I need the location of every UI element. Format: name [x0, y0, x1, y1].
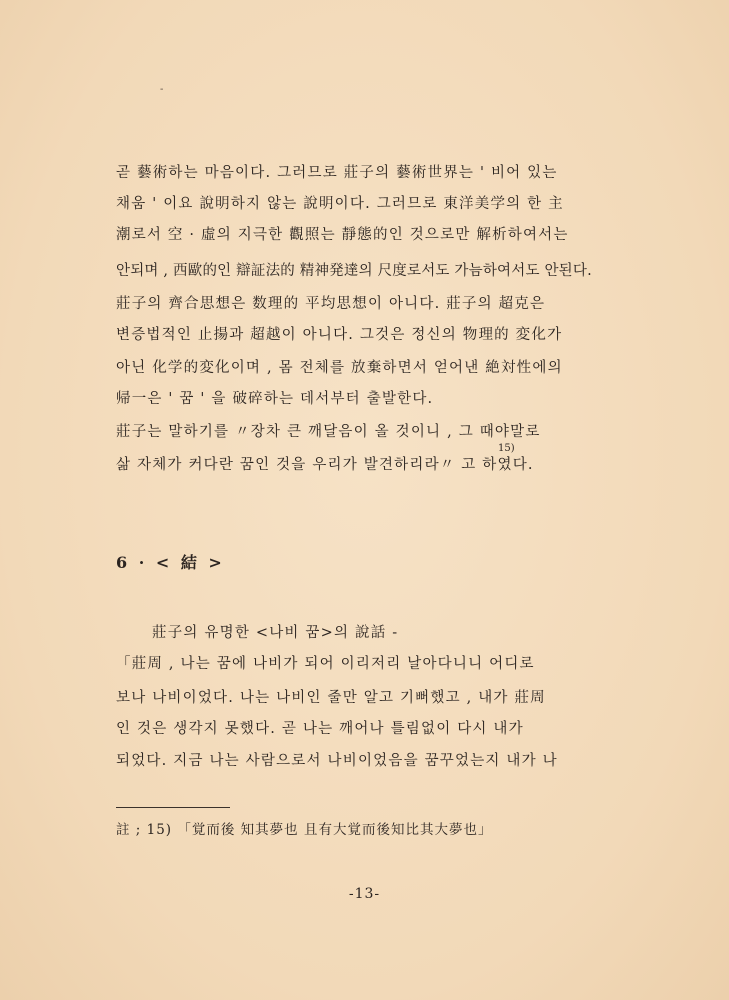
body-line: 채움 ' 이요 說明하지 않는 說明이다. 그러므로 東洋美学의 한 主: [116, 196, 564, 212]
stray-mark: -: [160, 84, 164, 95]
body-line: 안되며 , 西歐的인 辯証法的 精神発達의 尺度로서도 가늠하여서도 안된다.: [116, 263, 592, 279]
body-line: 삶 자체가 커다란 꿈인 것을 우리가 발견하리라〃 고 하였다.: [116, 457, 534, 473]
body-line: 변증법적인 止揚과 超越이 아니다. 그것은 정신의 物理的 変化가: [116, 327, 563, 343]
footnote-divider: [116, 807, 230, 808]
footnote-reference: 15): [498, 443, 515, 454]
section-line: 되었다. 지금 나는 사람으로서 나비이었음을 꿈꾸었는지 내가 나: [116, 753, 558, 769]
section-line: 보나 나비이었다. 나는 나비인 줄만 알고 기뻐했고 , 내가 莊周: [116, 690, 546, 706]
body-line: 帰一은 ' 꿈 ' 을 破碎하는 데서부터 출발한다.: [116, 391, 434, 407]
section-line: 莊子의 유명한 <나비 꿈>의 說話 -: [152, 625, 399, 641]
body-line: 莊子의 齊合思想은 数理的 平均思想이 아니다. 莊子의 超克은: [116, 296, 546, 312]
body-line: 莊子는 말하기를 〃장차 큰 깨달음이 올 것이니 , 그 때야말로: [116, 424, 541, 440]
body-line: 아닌 化学的変化이며 , 몸 전체를 放棄하면서 얻어낸 絶対性에의: [116, 360, 563, 376]
section-heading: 6 · < 結 >: [116, 553, 225, 572]
footnote: 註 ; 15) 「覚而後 知其夢也 且有大覚而後知比其大夢也」: [116, 822, 493, 838]
body-line: 곧 藝術하는 마음이다. 그러므로 莊子의 藝術世界는 ' 비어 있는: [116, 165, 558, 181]
page-number: -13-: [348, 886, 381, 902]
section-line: 인 것은 생각지 못했다. 곧 나는 깨어나 틀림없이 다시 내가: [116, 721, 524, 737]
body-line: 潮로서 空 · 虛의 지극한 觀照는 靜態的인 것으로만 解析하여서는: [116, 227, 569, 243]
section-line: 「莊周 , 나는 꿈에 나비가 되어 이리저리 날아다니니 어디로: [116, 656, 535, 672]
